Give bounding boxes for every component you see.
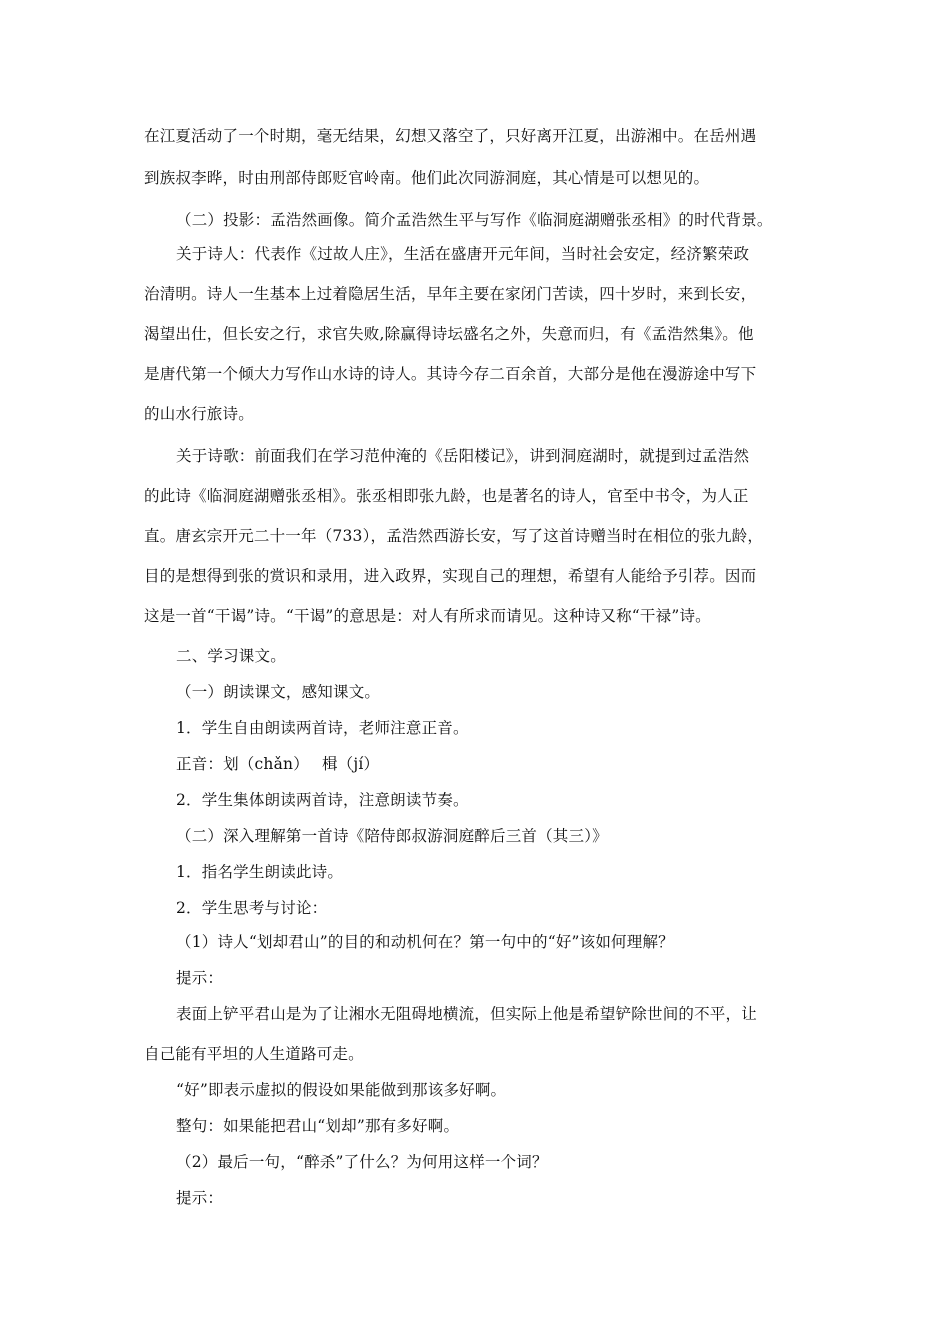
question-line: （1）诗人“划却君山”的目的和动机何在？第一句中的“好”该如何理解？ xyxy=(176,933,674,951)
subsection-heading: （一）朗读课文，感知课文。 xyxy=(176,683,381,701)
paragraph-line: 目的是想得到张的赏识和录用，进入政界，实现自己的理想，希望有人能给予引荐。因而 xyxy=(144,567,757,585)
question-line: （2）最后一句，“醉杀”了什么？为何用这样一个词？ xyxy=(176,1153,548,1171)
paragraph-line: 的此诗《临洞庭湖赠张丞相》。张丞相即张九龄，也是著名的诗人，官至中书令，为人正 xyxy=(144,487,749,505)
subsection-heading: （二）深入理解第一首诗《陪侍郎叔游洞庭醉后三首（其三）》 xyxy=(176,827,608,845)
list-item: 2．学生思考与讨论： xyxy=(176,899,328,917)
paragraph-line: 是唐代第一个倾大力写作山水诗的诗人。其诗今存二百余首，大部分是他在漫游途中写下 xyxy=(144,365,757,383)
section-heading: 二、学习课文。 xyxy=(176,647,286,665)
paragraph-line: 渴望出仕，但长安之行，求官失败,除赢得诗坛盛名之外，失意而归，有《孟浩然集》。他 xyxy=(144,325,754,343)
paragraph-line: 到族叔李晔，时由刑部侍郎贬官岭南。他们此次同游洞庭，其心情是可以想见的。 xyxy=(144,169,710,187)
list-item: 1．学生自由朗读两首诗，老师注意正音。 xyxy=(176,719,469,737)
paragraph-line: “好”即表示虚拟的假设如果能做到那该多好啊。 xyxy=(176,1081,507,1099)
paragraph-line: 关于诗歌：前面我们在学习范仲淹的《岳阳楼记》，讲到洞庭湖时，就提到过孟浩然 xyxy=(176,447,750,465)
section-heading: （二）投影：孟浩然画像。简介孟浩然生平与写作《临洞庭湖赠张丞相》的时代背景。 xyxy=(176,211,773,229)
paragraph-line: 整句：如果能把君山“划却”那有多好啊。 xyxy=(176,1117,460,1135)
paragraph-line: 在江夏活动了一个时期，毫无结果，幻想又落空了，只好离开江夏，出游湘中。在岳州遇 xyxy=(144,127,757,145)
pronunciation-note: 正音：划（chǎn） 楫（jí） xyxy=(176,755,380,773)
list-item: 2．学生集体朗读两首诗，注意朗读节奏。 xyxy=(176,791,469,809)
paragraph-line: 这是一首“干谒”诗。“干谒”的意思是：对人有所求而请见。这种诗又称“干禄”诗。 xyxy=(144,607,711,625)
paragraph-line: 自己能有平坦的人生道路可走。 xyxy=(144,1045,364,1063)
hint-label: 提示： xyxy=(176,969,224,987)
paragraph-line: 直。唐玄宗开元二十一年（733），孟浩然西游长安，写了这首诗赠当时在相位的张九龄， xyxy=(144,527,764,545)
paragraph-line: 治清明。诗人一生基本上过着隐居生活，早年主要在家闭门苦读，四十岁时，来到长安， xyxy=(144,285,757,303)
paragraph-line: 表面上铲平君山是为了让湘水无阻碍地横流，但实际上他是希望铲除世间的不平，让 xyxy=(176,1005,757,1023)
list-item: 1．指名学生朗读此诗。 xyxy=(176,863,344,881)
hint-label: 提示： xyxy=(176,1189,224,1207)
paragraph-line: 关于诗人：代表作《过故人庄》，生活在盛唐开元年间，当时社会安定，经济繁荣政 xyxy=(176,245,750,263)
paragraph-line: 的山水行旅诗。 xyxy=(144,405,254,423)
